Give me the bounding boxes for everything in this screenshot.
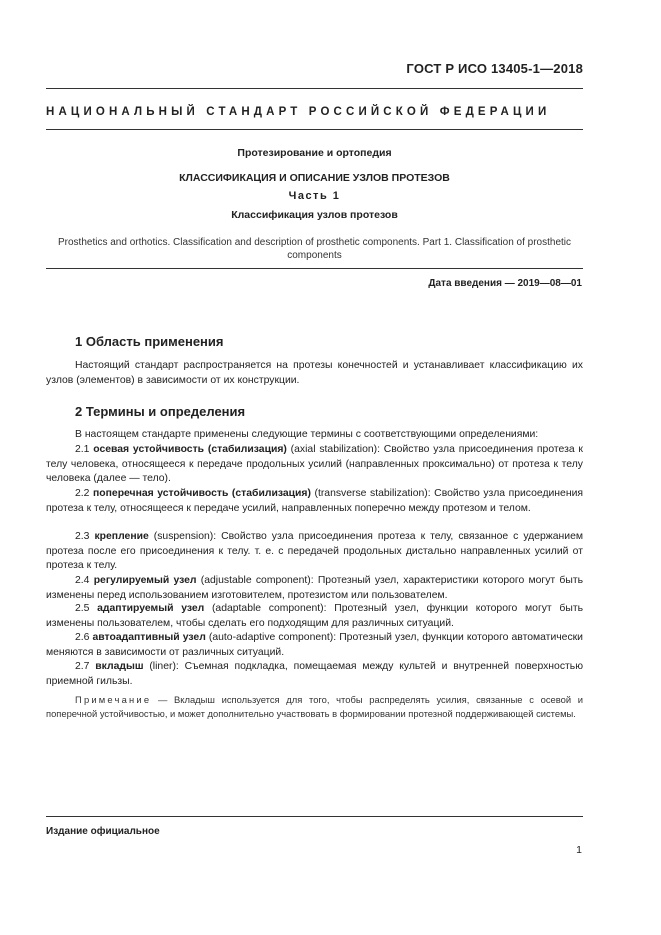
term-number: 2.5 xyxy=(75,603,90,614)
edition-label: Издание официальное xyxy=(46,826,160,837)
term-definition: (suspension): Свойство узла присоединения протеза к телу, связанное с удержанием протеза после его присоединения к телу. т. е. с передачей продольных дистально направленных усилий от протеза к телу. xyxy=(46,531,583,572)
banner-divider xyxy=(46,129,583,130)
section1-text: Настоящий стандарт распространяется на протезы конечностей и устанавливает классификацию их узлов (элементов) в зависимости от их конструкции. xyxy=(46,360,583,386)
note-label: Примечание xyxy=(75,694,152,705)
term-name: крепление xyxy=(94,531,149,542)
term-2-6 xyxy=(46,631,583,660)
term-definition: (adaptable component): Протезный узел, функции которого могут быть изменены пользователем, чтобы сделать его подходящим для различных ситуаций. xyxy=(46,603,583,629)
note xyxy=(46,693,583,721)
section1-heading: 1 Область применения xyxy=(75,334,224,349)
part-label: Часть 1 xyxy=(288,190,341,202)
term-definition: (adjustable component): Протезный узел, характеристики которого могут быть изменены перед использованием изготовителем, протезистом или пользователем. xyxy=(46,575,584,601)
term-2-3 xyxy=(46,530,583,574)
term-2-4 xyxy=(46,574,583,603)
term-2-7 xyxy=(46,660,583,689)
term-name: адаптируемый узел xyxy=(97,603,205,614)
main-title: КЛАССИФИКАЦИЯ И ОПИСАНИЕ УЗЛОВ ПРОТЕЗОВ xyxy=(179,172,450,184)
gost-code: ГОСТ Р ИСО 13405-1—2018 xyxy=(406,61,583,76)
english-title xyxy=(46,236,583,262)
footer-divider xyxy=(46,816,583,817)
term-number: 2.6 xyxy=(75,632,90,643)
term-name: регулируемый узел xyxy=(93,575,197,586)
page-number: 1 xyxy=(576,844,582,856)
note-text: — Вкладыш используется для того, чтобы распределять усилия, связанные с осевой и поперечной устойчивостью, и может дополнительно участвовать в формировании протезной поддерживающей системы. xyxy=(46,694,583,719)
term-definition: (liner): Съемная подкладка, помещаемая между культей и внутренней поверхностью приемной гильзы. xyxy=(46,661,583,687)
header-divider xyxy=(46,88,583,89)
title-subtitle: Классификация узлов протезов xyxy=(231,209,398,221)
term-2-5 xyxy=(46,602,583,631)
title-divider xyxy=(46,268,583,269)
national-standard-banner: НАЦИОНАЛЬНЫЙ СТАНДАРТ РОССИЙСКОЙ ФЕДЕРАЦИИ xyxy=(46,106,551,118)
section2-intro: В настоящем стандарте применены следующие термины с соответствующими определениями: xyxy=(75,429,539,440)
term-number: 2.2 xyxy=(75,488,90,499)
english-title-line1: Prosthetics and orthotics. Classification and description of prosthetic components. Part 1. Classification of prosthetic xyxy=(57,237,572,248)
term-number: 2.1 xyxy=(75,444,90,455)
term-definition: (axial stabilization): Свойство узла присоединения протеза к телу человека, относящееся к передаче продольных усилий (направленных проксимально) от протеза к телу человека (далее — тело). xyxy=(46,444,583,485)
term-name: автоадаптивный узел xyxy=(92,632,206,643)
section2-heading: 2 Термины и определения xyxy=(75,404,246,419)
subject-line: Протезирование и ортопедия xyxy=(237,147,392,159)
term-2-2 xyxy=(46,487,583,516)
term-number: 2.4 xyxy=(75,575,90,586)
date-of-introduction: Дата введения — 2019—08—01 xyxy=(428,278,582,289)
term-definition: (transverse stabilization): Свойство узла присоединения протеза к телу, относящееся к передаче усилий, направленных поперечно между протезом и телом. xyxy=(46,488,583,514)
term-number: 2.7 xyxy=(75,661,90,672)
term-2-1 xyxy=(46,443,583,487)
term-number: 2.3 xyxy=(75,531,90,542)
english-title-line2: components xyxy=(287,250,342,261)
term-name: вкладыш xyxy=(95,661,144,672)
term-definition: (auto-adaptive component): Протезный узел, функции которого автоматически меняются в зависимости от различных ситуаций. xyxy=(46,632,583,658)
term-name: осевая устойчивость (стабилизация) xyxy=(93,444,287,455)
term-name: поперечная устойчивость (стабилизация) xyxy=(93,488,311,499)
